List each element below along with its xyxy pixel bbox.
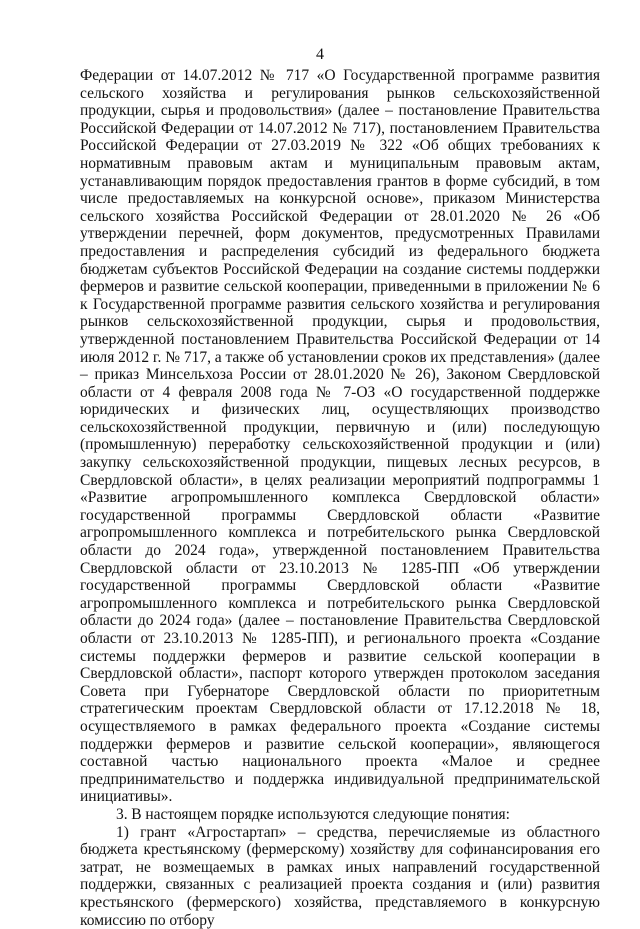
page-number: 4 <box>316 46 324 63</box>
document-body <box>80 67 600 929</box>
paragraph-item-3: 3. В настоящем порядке используются следующие понятия: <box>116 805 510 823</box>
paragraph-preamble-continuation: Федерации от 14.07.2012 № 717 «О Государственной программе развития сельского хозяйства и регулирования рынков сельскохозяйственной продукции, сырья и продовольствия» (далее – постановление Правительства Российской Федерации от 14.07.2012 № 717), постановлением Правительства Российской Федерации от 27.03.2019 № 322 «Об общих требованиях к нормативным правовым актам и муниципальным правовым актам, устанавливающим порядок предоставления грантов в форме субсидий, в том числе предоставляемых на конкурсной основе», приказом Министерства сельского хозяйства Российской Федерации от 28.01.2020 № 26 «Об утверждении перечней, форм документов, предусмотренных Правилами предоставления и распределения субсидий из федерального бюджета бюджетам субъектов Российской Федерации на создание системы поддержки фермеров и развитие сельской кооперации, приведенными в приложении № 6 к Государственной программе развития сельского хозяйства и регулирования рынков сельскохозяйственной продукции, сырья и продовольствия, утвержденной постановлением Правительства Российской Федерации от 14 июля 2012 г. № 717, а также об установлении сроков их представления» (далее – приказ Минсельхоза России от 28.01.2020 № 26), Законом Свердловской области от 4 февраля 2008 года № 7-ОЗ «О государственной поддержке юридических и физических лиц, осуществляющих производство сельскохозяйственной продукции, первичную и (или) последующую (промышленную) переработку сельскохозяйственной продукции и (или) закупку сельскохозяйственной продукции, пищевых лесных ресурсов, в Свердловской области», в целях реализации мероприятий подпрограммы 1 «Развитие агропромышленного комплекса Свердловской области» государственной программы Свердловской области «Развитие агропромышленного комплекса и потребительского рынка Свердловской области до 2024 года», утвержденной постановлением Правительства Свердловской области от 23.10.2013 № 1285-ПП «Об утверждении государственной программы Свердловской области «Развитие агропромышленного комплекса и потребительского рынка Свердловской области до 2024 года» (далее – постановление Правительства Свердловской области от 23.10.2013 № 1285-ПП), и регионального проекта «Создание системы поддержки фермеров и развитие сельской кооперации в Свердловской области», паспорт которого утвержден протоколом заседания Совета при Губернаторе Свердловской области по приоритетным стратегическим проектам Свердловской области от 17.12.2018 № 18, осуществляемого в рамках федерального проекта «Создание системы поддержки фермеров и развитие сельской кооперации», являющегося составной частью национального проекта «Малое и среднее предпринимательство и поддержка индивидуальной предпринимательской инициативы». <box>80 67 600 806</box>
paragraph-definition-grant: 1) грант «Агростартап» – средства, перечисляемые из областного бюджета крестьянскому (фермерскому) хозяйству для софинансирования его затрат, не возмещаемых в рамках иных направлений государственной поддержки, связанных с реализацией проекта создания и (или) развития крестьянского (фермерского) хозяйства, представляемого в конкурсную комиссию по отбору <box>80 823 600 929</box>
